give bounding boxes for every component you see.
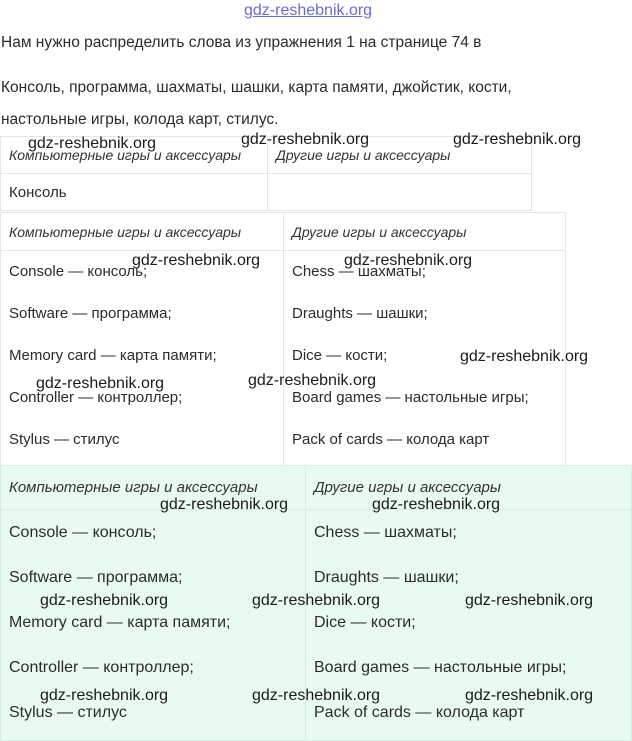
watermark: gdz-reshebnik.org	[248, 372, 377, 389]
watermark: gdz-reshebnik.org	[36, 375, 165, 392]
list-item: Chess — шахматы;	[292, 263, 426, 280]
watermark: gdz-reshebnik.org	[28, 135, 157, 152]
watermark: gdz-reshebnik.org	[241, 131, 370, 148]
header-computer: Компьютерные игры и аксессуары	[1, 466, 306, 510]
list-item: Pack of cards — колода карт	[292, 431, 490, 448]
watermark: gdz-reshebnik.org	[453, 131, 582, 148]
computer-items-cell	[1, 251, 284, 466]
list-item: Stylus — стилус	[9, 431, 120, 448]
watermark: gdz-reshebnik.org	[372, 496, 501, 513]
list-item: Chess — шахматы;	[314, 524, 457, 541]
list-item: Board games — настольные игры;	[314, 659, 567, 676]
answer-table	[0, 212, 566, 466]
table-cell: Консоль	[1, 174, 268, 211]
intro-line-1: Нам нужно распределить слова из упражнения 1 на странице 74 в	[1, 34, 482, 51]
list-item: Stylus — стилус	[9, 704, 127, 721]
list-item: Console — консоль;	[9, 524, 157, 541]
watermark: gdz-reshebnik.org	[465, 687, 594, 704]
computer-items-cell	[1, 510, 306, 741]
watermark: gdz-reshebnik.org	[40, 687, 169, 704]
watermark: gdz-reshebnik.org	[132, 252, 261, 269]
list-item: Controller — контроллер;	[9, 659, 194, 676]
header-computer: Компьютерные игры и аксессуары	[1, 213, 284, 251]
watermark: gdz-reshebnik.org	[252, 687, 381, 704]
list-item: Software — программа;	[9, 569, 183, 586]
other-items-cell	[306, 510, 632, 741]
list-item: Board games — настольные игры;	[292, 389, 529, 406]
watermark: gdz-reshebnik.org	[465, 592, 594, 609]
watermark: gdz-reshebnik.org	[252, 592, 381, 609]
header-other: Другие игры и аксессуары	[306, 466, 632, 510]
watermark: gdz-reshebnik.org	[344, 252, 473, 269]
list-item: Memory card — карта памяти;	[9, 614, 231, 631]
list-item: Pack of cards — колода карт	[314, 704, 525, 721]
list-item: Controller — контроллер;	[9, 389, 183, 406]
site-link[interactable]: gdz-reshebnik.org	[244, 2, 373, 19]
watermark: gdz-reshebnik.org	[160, 496, 289, 513]
list-item: Dice — кости;	[314, 614, 416, 631]
table-cell-empty	[268, 174, 532, 211]
list-item: Draughts — шашки;	[314, 569, 459, 586]
header-computer: Компьютерные игры и аксессуары	[1, 137, 268, 174]
header-other: Другие игры и аксессуары	[268, 137, 532, 174]
watermark: gdz-reshebnik.org	[460, 348, 589, 365]
header-other: Другие игры и аксессуары	[284, 213, 566, 251]
list-item: Dice — кости;	[292, 347, 388, 364]
list-item: Software — программа;	[9, 305, 172, 322]
intro-line-2: Консоль, программа, шахматы, шашки, карта памяти, джойстик, кости,	[1, 79, 512, 96]
intro-line-3: настольные игры, колода карт, стилус.	[1, 111, 279, 128]
list-item: Memory card — карта памяти;	[9, 347, 217, 364]
list-item: Console — консоль;	[9, 263, 148, 280]
watermark: gdz-reshebnik.org	[40, 592, 169, 609]
list-item: Draughts — шашки;	[292, 305, 428, 322]
